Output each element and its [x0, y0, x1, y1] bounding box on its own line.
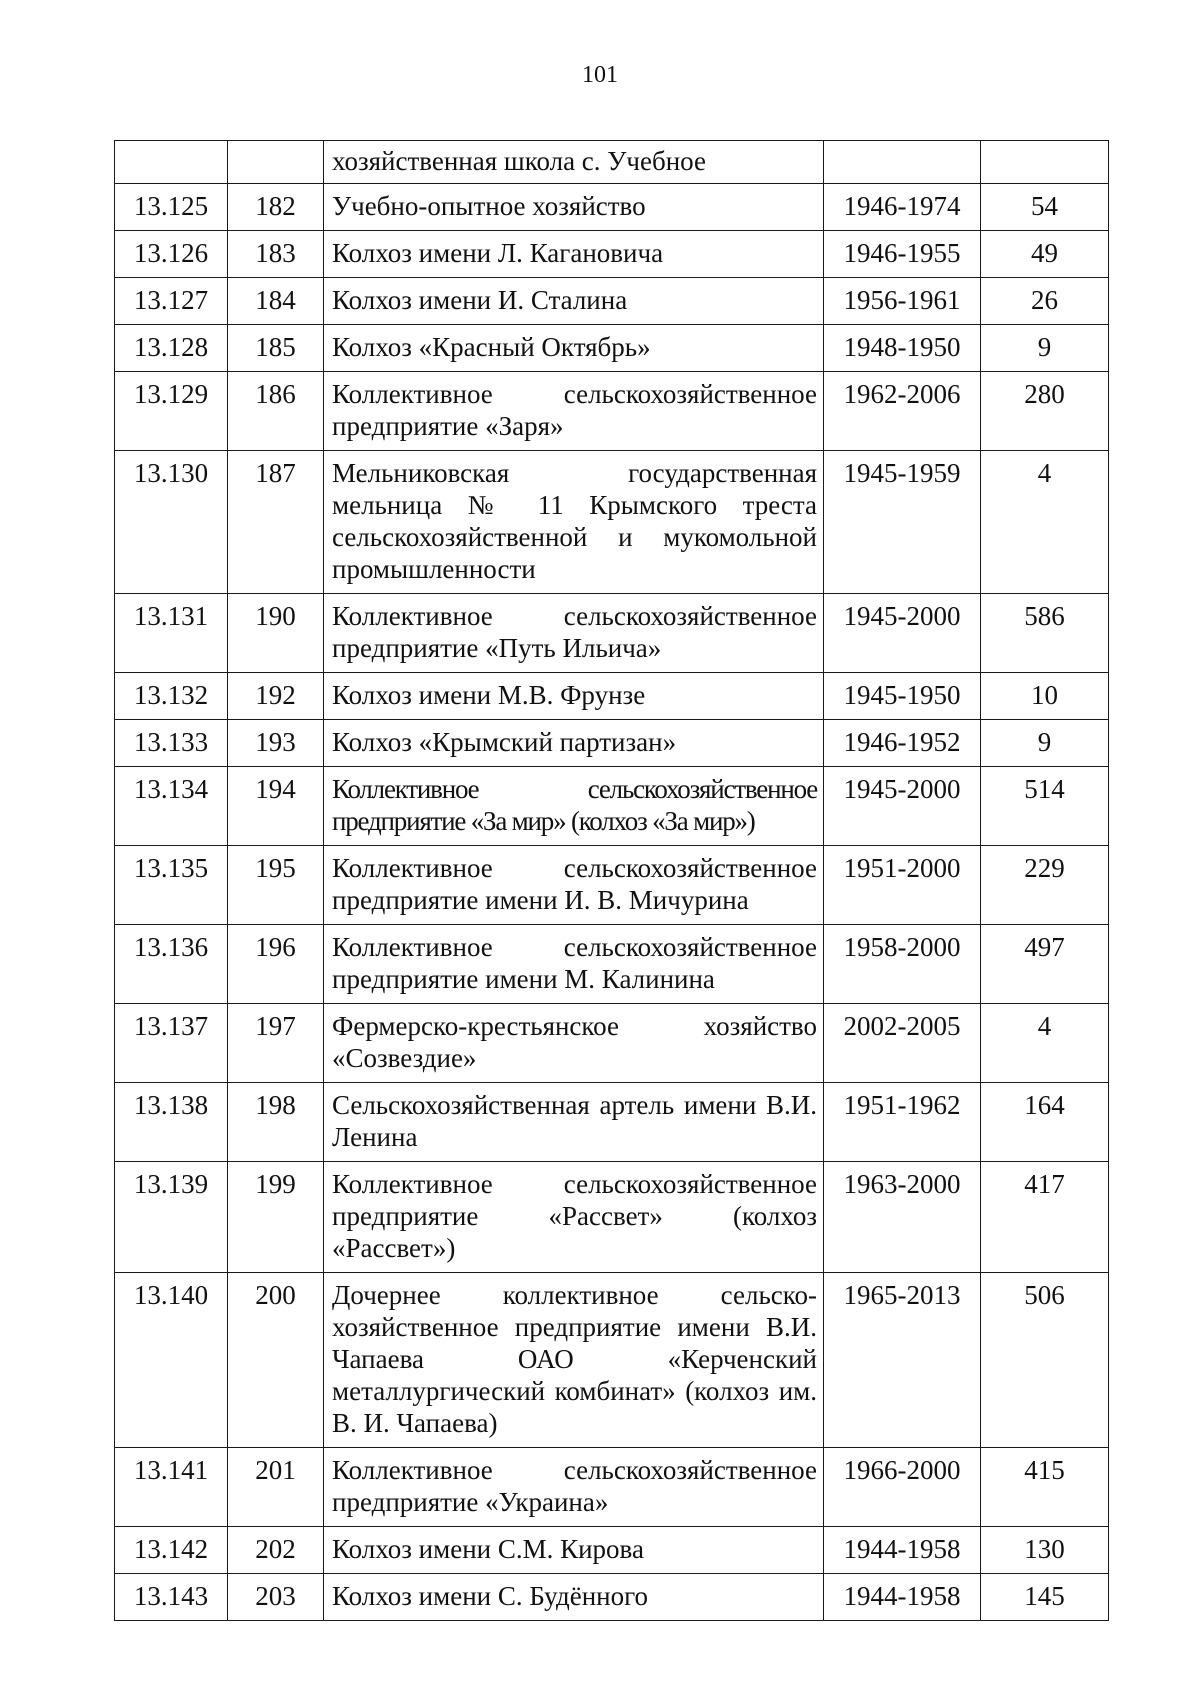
cell-number: 202: [228, 1527, 324, 1574]
cell-code: 13.132: [115, 673, 228, 720]
cell-count: 417: [981, 1162, 1109, 1273]
cell-count: 280: [981, 372, 1109, 451]
table-row: [115, 1004, 1109, 1083]
cell-number: [228, 141, 324, 184]
cell-number: 198: [228, 1083, 324, 1162]
cell-name: Коллективное сельскохозяйственное предприятие «Путь Ильича»: [324, 594, 824, 673]
table-row: [115, 231, 1109, 278]
cell-count: 4: [981, 1004, 1109, 1083]
table-row: [115, 1273, 1109, 1448]
cell-code: 13.142: [115, 1527, 228, 1574]
table-row: [115, 1574, 1109, 1621]
cell-name: хозяйственная школа с. Учебное: [324, 141, 824, 184]
cell-years: 1951-1962: [824, 1083, 981, 1162]
cell-years: 1944-1958: [824, 1574, 981, 1621]
cell-name: Фермерско-крестьянское хозяйство «Созвездие»: [324, 1004, 824, 1083]
page-number: 101: [582, 62, 618, 88]
table-row: [115, 1162, 1109, 1273]
cell-name: Колхоз имени С.М. Кирова: [324, 1527, 824, 1574]
cell-count: 49: [981, 231, 1109, 278]
cell-name: Коллективное сельскохозяйственное предприятие имени М. Калинина: [324, 925, 824, 1004]
table-row: [115, 1527, 1109, 1574]
cell-years: 1966-2000: [824, 1448, 981, 1527]
cell-code: 13.126: [115, 231, 228, 278]
cell-years: 1951-2000: [824, 846, 981, 925]
cell-number: 185: [228, 325, 324, 372]
cell-years: 1946-1974: [824, 184, 981, 231]
cell-number: 203: [228, 1574, 324, 1621]
table-row: [115, 720, 1109, 767]
cell-number: 183: [228, 231, 324, 278]
cell-years: 1944-1958: [824, 1527, 981, 1574]
cell-years: 1946-1955: [824, 231, 981, 278]
table-row: [115, 184, 1109, 231]
cell-years: 1945-1959: [824, 451, 981, 594]
cell-code: 13.139: [115, 1162, 228, 1273]
table-row: [115, 325, 1109, 372]
cell-number: 182: [228, 184, 324, 231]
table-row: [115, 925, 1109, 1004]
cell-years: 1962-2006: [824, 372, 981, 451]
cell-name: Учебно-опытное хозяйство: [324, 184, 824, 231]
cell-code: 13.140: [115, 1273, 228, 1448]
cell-code: 13.141: [115, 1448, 228, 1527]
table-row: [115, 278, 1109, 325]
cell-name: Коллективное сельскохозяйственное предприятие «За мир» (колхоз «За мир»): [324, 767, 824, 846]
cell-count: 586: [981, 594, 1109, 673]
cell-code: 13.127: [115, 278, 228, 325]
cell-number: 193: [228, 720, 324, 767]
cell-name: Дочернее коллективное сельско-хозяйственное предприятие имени В.И. Чапаева ОАО «Керченский металлургический комбинат» (колхоз им. В. И. Чапаева): [324, 1273, 824, 1448]
cell-code: 13.138: [115, 1083, 228, 1162]
cell-code: 13.129: [115, 372, 228, 451]
table-row: [115, 1083, 1109, 1162]
cell-number: 190: [228, 594, 324, 673]
cell-number: 194: [228, 767, 324, 846]
table-row: [115, 767, 1109, 846]
cell-name: Колхоз «Красный Октябрь»: [324, 325, 824, 372]
cell-code: 13.128: [115, 325, 228, 372]
cell-years: 1945-2000: [824, 594, 981, 673]
cell-count: 506: [981, 1273, 1109, 1448]
cell-number: 186: [228, 372, 324, 451]
table-row: [115, 846, 1109, 925]
cell-count: 164: [981, 1083, 1109, 1162]
cell-count: 26: [981, 278, 1109, 325]
cell-count: 9: [981, 720, 1109, 767]
cell-number: 192: [228, 673, 324, 720]
cell-years: 1956-1961: [824, 278, 981, 325]
cell-name: Коллективное сельскохозяйственное предприятие имени И. В. Мичурина: [324, 846, 824, 925]
cell-years: 1963-2000: [824, 1162, 981, 1273]
cell-name: Колхоз имени М.В. Фрунзе: [324, 673, 824, 720]
cell-code: 13.135: [115, 846, 228, 925]
cell-count: [981, 141, 1109, 184]
cell-years: 1945-1950: [824, 673, 981, 720]
cell-count: 130: [981, 1527, 1109, 1574]
cell-code: 13.143: [115, 1574, 228, 1621]
table-body: [115, 141, 1109, 1621]
cell-number: 201: [228, 1448, 324, 1527]
cell-count: 514: [981, 767, 1109, 846]
cell-code: 13.136: [115, 925, 228, 1004]
table-row: [115, 673, 1109, 720]
cell-count: 9: [981, 325, 1109, 372]
cell-code: 13.137: [115, 1004, 228, 1083]
cell-name: Коллективное сельскохозяйственное предприятие «Рассвет» (колхоз «Рассвет»): [324, 1162, 824, 1273]
cell-code: 13.133: [115, 720, 228, 767]
cell-name: Коллективное сельскохозяйственное предприятие «Заря»: [324, 372, 824, 451]
cell-count: 497: [981, 925, 1109, 1004]
cell-number: 197: [228, 1004, 324, 1083]
cell-name: Колхоз «Крымский партизан»: [324, 720, 824, 767]
cell-name: Колхоз имени Л. Кагановича: [324, 231, 824, 278]
cell-name: Мельниковская государственная мельница № 11 Крымского треста сельскохозяйственной и мукомольной промышленности: [324, 451, 824, 594]
cell-code: [115, 141, 228, 184]
table-row: [115, 372, 1109, 451]
cell-years: 1948-1950: [824, 325, 981, 372]
cell-number: 200: [228, 1273, 324, 1448]
table-row: [115, 1448, 1109, 1527]
table-row: [115, 451, 1109, 594]
cell-years: 1965-2013: [824, 1273, 981, 1448]
cell-count: 10: [981, 673, 1109, 720]
cell-years: 1945-2000: [824, 767, 981, 846]
cell-name: Колхоз имени И. Сталина: [324, 278, 824, 325]
cell-number: 184: [228, 278, 324, 325]
cell-count: 229: [981, 846, 1109, 925]
table-row-continuation: [115, 141, 1109, 184]
cell-years: 1946-1952: [824, 720, 981, 767]
cell-years: 1958-2000: [824, 925, 981, 1004]
cell-number: 196: [228, 925, 324, 1004]
fund-registry-table: [114, 140, 1109, 1621]
cell-years: [824, 141, 981, 184]
cell-number: 187: [228, 451, 324, 594]
cell-count: 145: [981, 1574, 1109, 1621]
cell-code: 13.125: [115, 184, 228, 231]
cell-code: 13.131: [115, 594, 228, 673]
cell-name: Коллективное сельскохозяйственное предприятие «Украина»: [324, 1448, 824, 1527]
cell-count: 4: [981, 451, 1109, 594]
cell-name: Колхоз имени С. Будённого: [324, 1574, 824, 1621]
cell-code: 13.134: [115, 767, 228, 846]
cell-years: 2002-2005: [824, 1004, 981, 1083]
cell-name: Сельскохозяйственная артель имени В.И. Ленина: [324, 1083, 824, 1162]
cell-code: 13.130: [115, 451, 228, 594]
cell-count: 54: [981, 184, 1109, 231]
cell-number: 199: [228, 1162, 324, 1273]
cell-number: 195: [228, 846, 324, 925]
table-row: [115, 594, 1109, 673]
cell-count: 415: [981, 1448, 1109, 1527]
